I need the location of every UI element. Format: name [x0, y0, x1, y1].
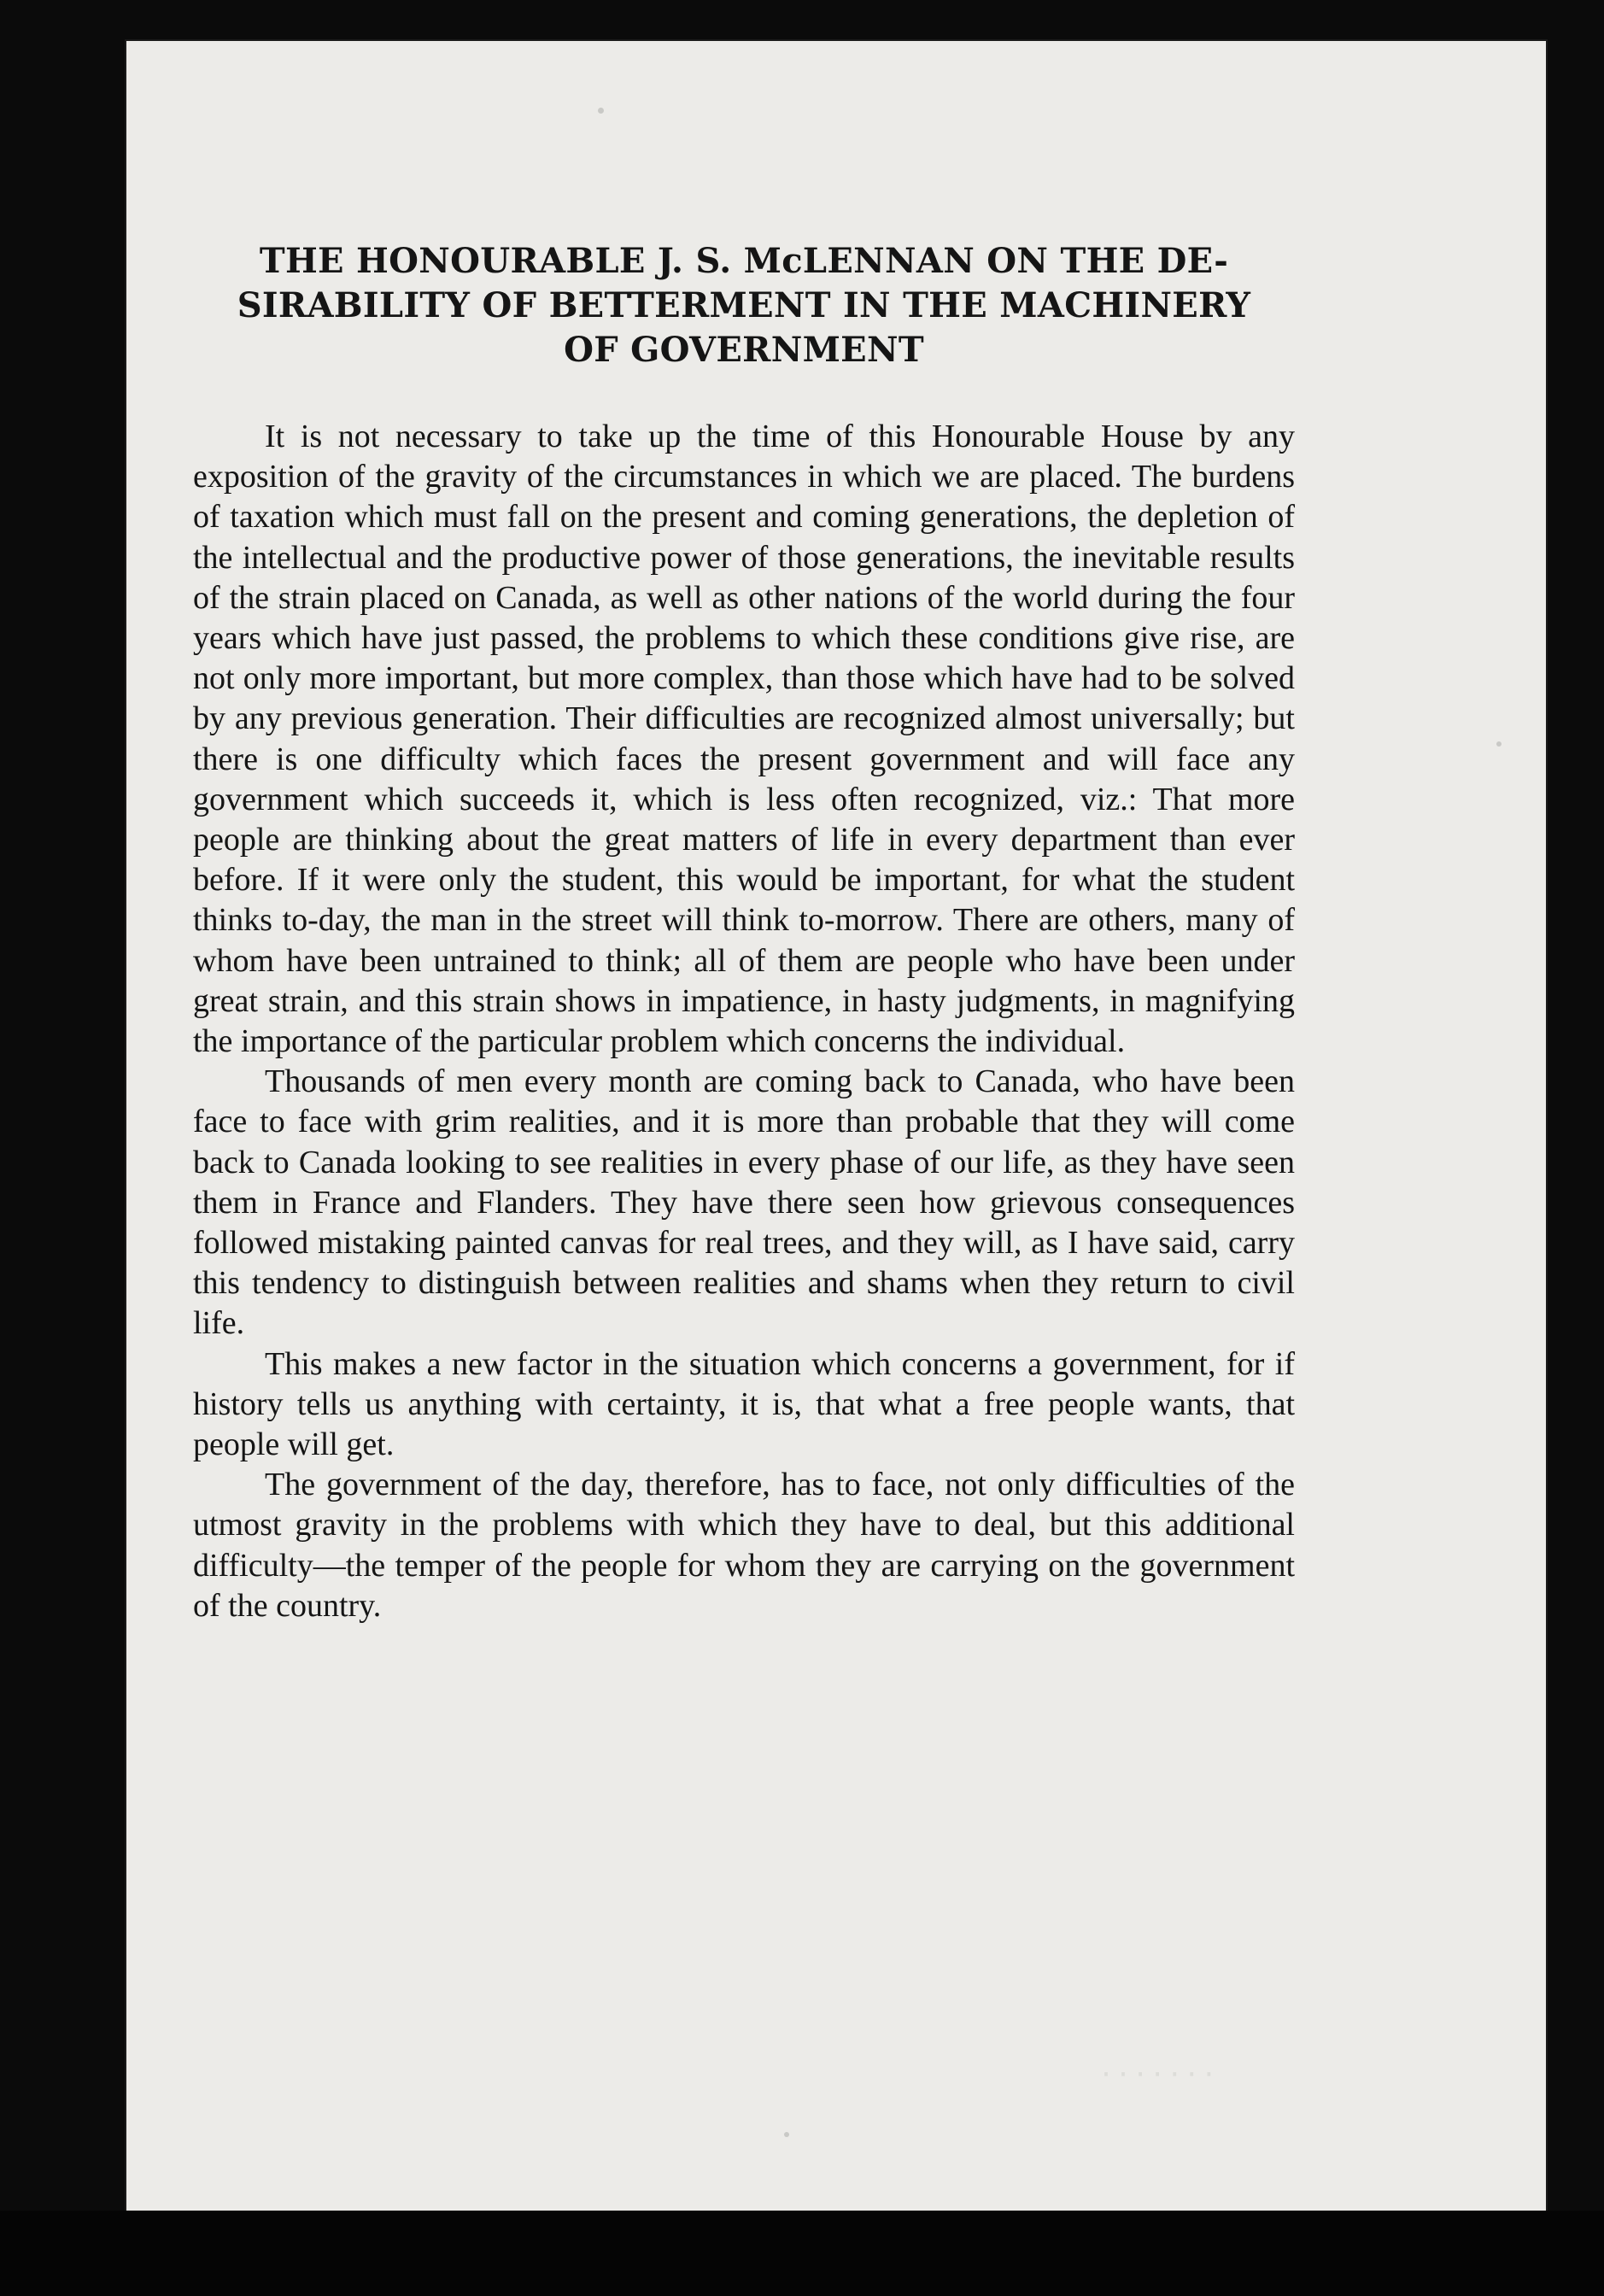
dust-speck: [598, 108, 604, 114]
dust-speck: [1496, 741, 1502, 747]
paragraph: Thousands of men every month are coming back to Canada, who have been face to face with grim realities, and it is more than probable that they will come back to Canada looking to see realities in every phase of our life, as they have seen them in France and Flanders. They have there seen how grievous consequences followed mistaking painted canvas for real trees, and they will, as I have said, carry this tendency to distinguish between realities and shams when they return to civil life.: [193, 1063, 1295, 1342]
scan-border: [0, 2211, 1604, 2296]
faint-stamp-mark: ·······: [1098, 2060, 1219, 2090]
document-body: [193, 239, 1295, 1626]
title-line: OF GOVERNMENT: [564, 330, 924, 370]
paragraph: The government of the day, therefore, has to face, not only difficulties of the utmost gravity in the problems with which they have to deal, but this additional difficulty—the temper of the people for whom they are carrying on the government of the country.: [193, 1467, 1295, 1624]
document-title: [193, 239, 1295, 372]
dust-speck: [784, 2132, 789, 2137]
paragraph: It is not necessary to take up the time of this Honourable House by any exposition of the gravity of the circumstances in which we are placed. The burdens of taxation which must fall on the present and coming generations, the depletion of the intellectual and the productive power of those generations, the inevitable results of the strain placed on Canada, as well as other nations of the world during the four years which have just passed, the problems to which these conditions give rise, are not only more important, but more complex, than those which have had to be solved by any previous generation. Their difficulties are recognized almost universally; but there is one difficulty which faces the present government and will face any government which succeeds it, which is less often recognized, viz.: That more people are thinking about the great matters of life in every department than ever before. If it were only the student, this would be important, for what the student thinks to-day, the man in the street will think to-morrow. There are others, many of whom have been untrained to think; all of them are people who have been under great strain, and this strain shows in impatience, in hasty judgments, in magnifying the importance of the particular problem which concerns the individual.: [193, 419, 1295, 1060]
title-line: THE HONOURABLE J. S. McLENNAN ON THE DE-: [259, 241, 1229, 281]
title-line: SIRABILITY OF BETTERMENT IN THE MACHINERY: [237, 285, 1251, 325]
paragraph: This makes a new factor in the situation which concerns a government, for if history tells us anything with certainty, it is, that what a free people wants, that people will get.: [193, 1345, 1295, 1463]
